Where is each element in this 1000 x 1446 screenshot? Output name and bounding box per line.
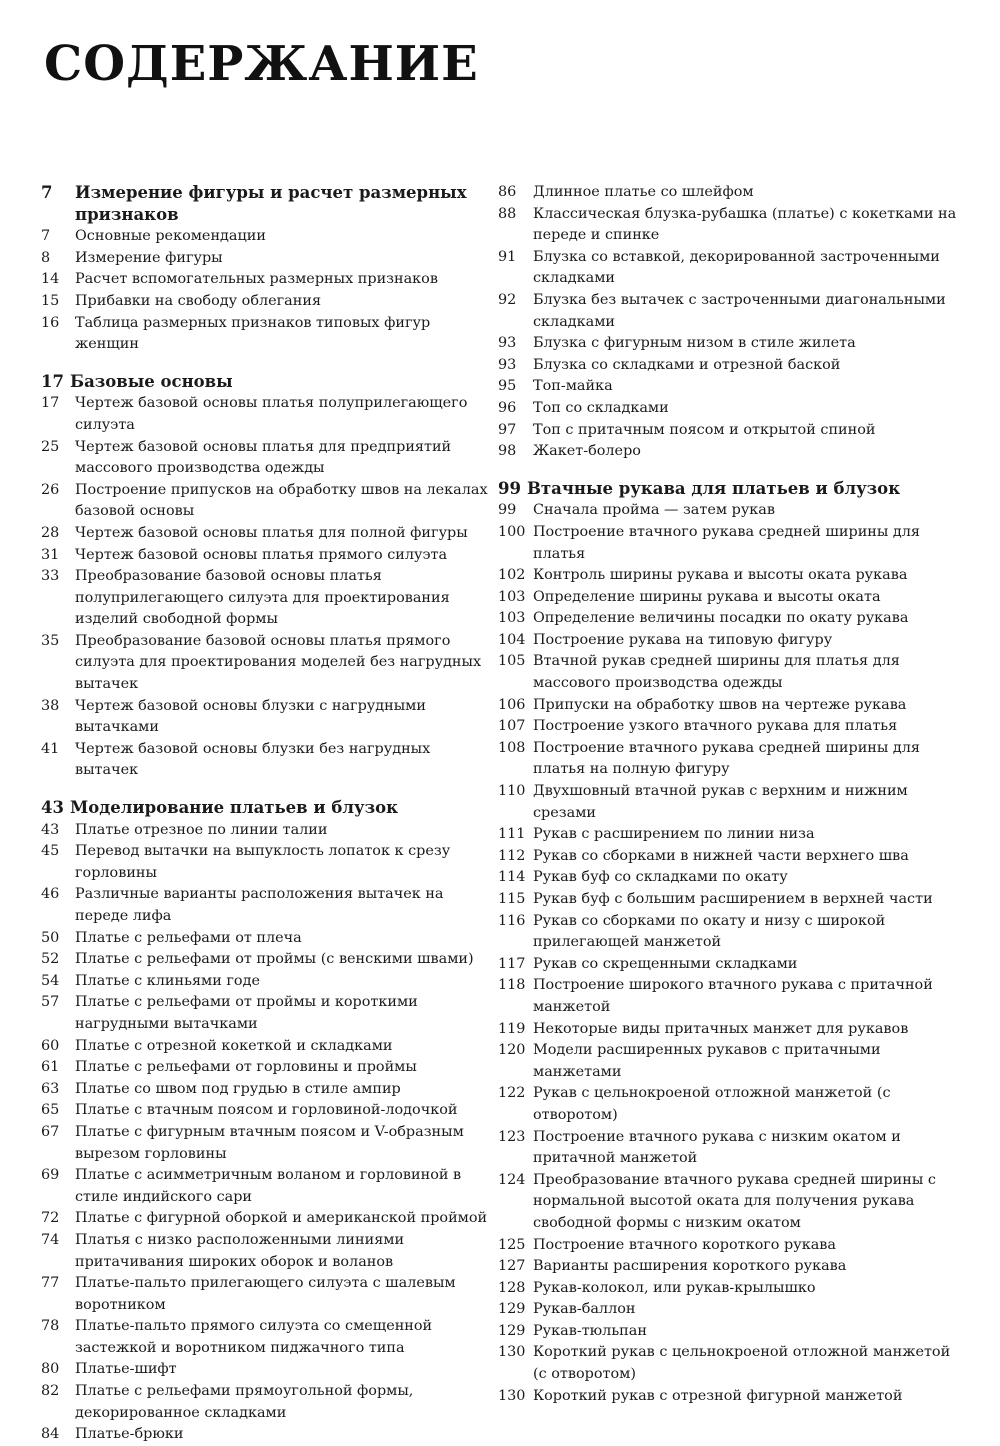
section-title: Измерение фигуры и расчет размерных признаков (75, 183, 467, 224)
entry-page-number: 117 (498, 955, 526, 972)
entry-page-number: 93 (498, 335, 517, 352)
entry-title: Рукав буф с большим расширением в верхней части (533, 891, 933, 907)
toc-entry[interactable] (498, 1386, 958, 1408)
entry-page-number: 112 (498, 847, 526, 864)
entry-page-number: 43 (41, 821, 60, 838)
entry-page-number: 50 (41, 929, 60, 946)
entry-page-number: 7 (41, 228, 51, 245)
entry-page-number: 60 (41, 1037, 60, 1054)
toc-entry[interactable] (41, 523, 491, 545)
toc-entry[interactable] (498, 1342, 958, 1385)
entry-page-number: 78 (41, 1318, 60, 1335)
entry-page-number: 111 (498, 826, 526, 843)
entry-title: Построение рукава на типовую фигуру (533, 631, 833, 648)
entry-page-number: 69 (41, 1167, 60, 1184)
entry-page-number: 38 (41, 697, 60, 714)
toc-entry[interactable] (498, 565, 958, 587)
section-heading[interactable] (498, 478, 958, 500)
entry-page-number: 130 (498, 1387, 526, 1404)
entry-page-number: 123 (498, 1128, 526, 1145)
entry-title: Платье-пальто прямого силуэта со смещенной застежкой и воротником пиджачного типа (75, 1318, 433, 1356)
entry-title: Чертеж базовой основы платья полуприлегающего силуэта (75, 395, 468, 433)
entry-page-number: 129 (498, 1322, 526, 1339)
entry-title: Чертеж базовой основы блузки без нагрудных вытачек (75, 740, 431, 779)
entry-page-number: 25 (41, 438, 60, 455)
entry-page-number: 102 (498, 567, 526, 584)
entry-title: Платье с рельефами прямоугольной формы, декорированное складками (75, 1383, 414, 1421)
entry-title: Построение втачного рукава средней ширины для платья (533, 523, 920, 562)
entry-title: Рукав со сборками по окату и низу с широкой прилегающей манжетой (533, 912, 886, 951)
entry-title: Расчет вспомогательных размерных признаков (75, 271, 438, 288)
entry-page-number: 8 (41, 249, 51, 266)
entry-page-number: 61 (41, 1059, 60, 1076)
entry-page-number: 122 (498, 1085, 526, 1102)
entry-title: Платье-брюки (75, 1426, 184, 1443)
section-title: Моделирование платьев и блузок (69, 798, 399, 818)
entry-page-number: 14 (41, 271, 60, 288)
entry-title: Построение втачного короткого рукава (533, 1236, 836, 1253)
toc-entry[interactable] (41, 226, 491, 248)
entry-page-number: 52 (41, 951, 60, 968)
entry-page-number: 63 (41, 1080, 60, 1097)
entry-page-number: 82 (41, 1383, 60, 1400)
toc-entry[interactable] (41, 1424, 491, 1446)
toc-entry[interactable] (498, 398, 958, 420)
section-title: Втачные рукава для платьев и блузок (526, 478, 901, 498)
entry-title: Преобразование втачного рукава средней ширины с нормальной высотой оката для получения рукава свободной формы с низким окатом (533, 1171, 936, 1231)
entry-page-number: 74 (41, 1231, 60, 1248)
entry-title: Топ-майка (533, 378, 613, 395)
toc-entry[interactable] (498, 608, 958, 630)
toc-entry[interactable] (41, 1100, 491, 1122)
toc-entry[interactable] (41, 248, 491, 270)
toc-entry[interactable] (498, 695, 958, 717)
entry-page-number: 54 (41, 972, 60, 989)
entry-title: Платья с низко расположенными линиями притачивания широких оборок и воланов (75, 1231, 405, 1270)
toc-section (498, 182, 958, 463)
entry-page-number: 98 (498, 443, 517, 460)
entry-page-number: 129 (498, 1301, 526, 1318)
entry-title: Перевод вытачки на выпуклость лопаток к срезу горловины (75, 843, 451, 881)
toc-entry[interactable] (41, 480, 491, 523)
toc-entry[interactable] (498, 247, 958, 290)
entry-title: Рукав-тюльпан (533, 1322, 647, 1339)
entry-page-number: 33 (41, 568, 60, 585)
section-page-number: 43 (41, 798, 64, 818)
entry-page-number: 127 (498, 1258, 526, 1275)
section-page-number: 99 (498, 478, 521, 498)
entry-title: Рукав с расширением по линии низа (533, 826, 815, 843)
toc-entry[interactable] (498, 522, 958, 565)
entry-title: Преобразование базовой основы платья прямого силуэта для проектирования моделей без нагрудных вытачек (75, 632, 482, 693)
entry-title: Построение узкого втачного рукава для платья (533, 718, 898, 735)
entry-title: Построение широкого втачного рукава с притачной манжетой (533, 977, 933, 1015)
entry-title: Короткий рукав с отрезной фигурной манжетой (533, 1387, 903, 1404)
entry-title: Платье-шифт (75, 1361, 177, 1378)
entry-page-number: 103 (498, 610, 526, 627)
toc-entry[interactable] (41, 269, 491, 291)
toc-section (498, 478, 958, 1408)
section-page-number: 17 (41, 371, 64, 391)
entry-title: Построение втачного рукава средней ширины для платья на полную фигуру (533, 739, 920, 778)
entry-title: Платье-пальто прилегающего силуэта с шалевым воротником (75, 1275, 456, 1313)
toc-left-column (41, 182, 491, 1446)
entry-page-number: 77 (41, 1275, 60, 1292)
section-title: Базовые основы (69, 371, 233, 391)
entry-page-number: 130 (498, 1344, 526, 1361)
entry-title: Блузка без вытачек с застроченными диагональными складками (533, 291, 946, 330)
entry-title: Рукав буф со складками по окату (533, 869, 788, 886)
toc-entry[interactable] (498, 781, 958, 824)
entry-title: Платье с фигурным втачным поясом и V-образным вырезом горловины (75, 1123, 464, 1162)
entry-page-number: 105 (498, 653, 526, 670)
entry-page-number: 88 (498, 205, 517, 222)
section-heading[interactable] (41, 797, 491, 819)
entry-title: Платье отрезное по линии талии (75, 821, 328, 838)
toc-entry[interactable] (498, 420, 958, 442)
entry-title: Двухшовный втачной рукав с верхним и нижним срезами (533, 783, 908, 821)
entry-page-number: 91 (498, 248, 517, 265)
entry-title: Основные рекомендации (75, 228, 266, 245)
entry-page-number: 93 (498, 356, 517, 373)
entry-title: Втачной рукав средней ширины для платья для массового производства одежды (533, 653, 900, 692)
entry-title: Блузка со складками и отрезной баской (533, 356, 841, 373)
entry-page-number: 15 (41, 292, 60, 309)
entry-title: Платье с асимметричным воланом и горловиной в стиле индийского сари (75, 1167, 462, 1205)
entry-page-number: 107 (498, 718, 526, 735)
entry-title: Платье с рельефами от проймы (с венскими швами) (75, 951, 474, 968)
entry-title: Блузка с фигурным низом в стиле жилета (533, 335, 856, 352)
entry-title: Преобразование базовой основы платья полуприлегающего силуэта для проектирования изделий свободной формы (75, 568, 450, 628)
entry-page-number: 84 (41, 1426, 60, 1443)
toc-entry[interactable] (41, 1079, 491, 1101)
toc-entry[interactable] (498, 651, 958, 694)
entry-page-number: 106 (498, 696, 526, 713)
entry-title: Различные варианты расположения вытачек на переде лифа (75, 886, 444, 924)
toc-section (41, 371, 491, 782)
toc-entry[interactable] (498, 911, 958, 954)
section-heading[interactable] (41, 182, 491, 225)
toc-entry[interactable] (498, 1299, 958, 1321)
entry-title: Топ с притачным поясом и открытой спиной (533, 421, 876, 438)
entry-page-number: 35 (41, 632, 60, 649)
entry-title: Платье с клиньями годе (75, 972, 260, 989)
entry-page-number: 120 (498, 1042, 526, 1059)
toc-entry[interactable] (498, 1019, 958, 1041)
entry-page-number: 26 (41, 481, 60, 498)
entry-title: Платье с рельефами от горловины и проймы (75, 1059, 417, 1076)
entry-title: Построение припусков на обработку швов на лекалах базовой основы (75, 481, 488, 520)
toc-entry[interactable] (498, 716, 958, 738)
toc-entry[interactable] (41, 393, 491, 436)
toc-entry[interactable] (41, 841, 491, 884)
entry-title: Модели расширенных рукавов с притачными манжетами (533, 1042, 881, 1080)
entry-page-number: 86 (498, 184, 517, 200)
toc-entry[interactable] (498, 587, 958, 609)
entry-title: Длинное платье со шлейфом (533, 184, 754, 200)
toc-entry[interactable] (41, 949, 491, 971)
entry-title: Платье с рельефами от проймы и короткими нагрудными вытачками (75, 994, 418, 1032)
toc-entry[interactable] (498, 1278, 958, 1300)
toc-entry[interactable] (41, 545, 491, 567)
toc-section (41, 182, 491, 356)
entry-page-number: 16 (41, 314, 60, 331)
entry-page-number: 28 (41, 524, 60, 541)
entry-title: Варианты расширения короткого рукава (533, 1258, 847, 1275)
toc-entry[interactable] (498, 355, 958, 377)
toc-entry[interactable] (41, 1273, 491, 1316)
toc-entry[interactable] (41, 1165, 491, 1208)
entry-title: Платье со швом под грудью в стиле ампир (75, 1080, 401, 1097)
toc-entry[interactable] (41, 739, 491, 782)
toc-entry[interactable] (41, 1316, 491, 1359)
entry-page-number: 114 (498, 869, 526, 886)
toc-entry[interactable] (498, 441, 958, 463)
toc-entry[interactable] (498, 204, 958, 247)
entry-page-number: 104 (498, 631, 526, 648)
entry-title: Рукав-колокол, или рукав-крылышко (533, 1279, 816, 1296)
entry-page-number: 115 (498, 891, 526, 907)
entry-title: Сначала пройма — затем рукав (533, 502, 775, 519)
entry-title: Платье с фигурной оборкой и американской проймой (75, 1210, 488, 1227)
toc-entry[interactable] (498, 824, 958, 846)
toc-entry[interactable] (498, 630, 958, 652)
entry-title: Определение ширины рукава и высоты оката (533, 588, 881, 605)
toc-entry[interactable] (498, 846, 958, 868)
toc-entry[interactable] (498, 1256, 958, 1278)
entry-title: Чертеж базовой основы платья для предприятий массового производства одежды (75, 438, 452, 477)
entry-page-number: 100 (498, 523, 526, 540)
entry-page-number: 99 (498, 502, 517, 519)
entry-page-number: 96 (498, 399, 517, 416)
entry-page-number: 110 (498, 783, 526, 800)
entry-title: Чертеж базовой основы платья прямого силуэта (75, 546, 448, 563)
toc-entry[interactable] (498, 182, 958, 204)
entry-page-number: 67 (41, 1123, 60, 1140)
entry-page-number: 17 (41, 395, 60, 412)
entry-title: Чертеж базовой основы платья для полной фигуры (75, 524, 468, 541)
entry-title: Короткий рукав с цельнокроеной отложной манжетой (с отворотом) (533, 1344, 951, 1383)
entry-page-number: 128 (498, 1279, 526, 1296)
entry-title: Рукав-баллон (533, 1301, 636, 1318)
entry-page-number: 31 (41, 546, 60, 563)
entry-title: Измерение фигуры (75, 249, 223, 266)
entry-title: Рукав со скрещенными складками (533, 955, 798, 972)
toc-section (41, 797, 491, 1446)
page-title: СОДЕРЖАНИЕ (44, 36, 479, 92)
toc-entry[interactable] (498, 1235, 958, 1257)
entry-title: Чертеж базовой основы блузки с нагрудными вытачками (75, 697, 426, 736)
entry-title: Платье с втачным поясом и горловиной-лодочкой (75, 1102, 458, 1119)
entry-title: Рукав со сборками в нижней части верхнего шва (533, 847, 909, 864)
entry-page-number: 124 (498, 1171, 526, 1188)
toc-entry[interactable] (41, 992, 491, 1035)
toc-entry[interactable] (498, 975, 958, 1018)
section-heading[interactable] (41, 371, 491, 393)
entry-page-number: 108 (498, 739, 526, 756)
toc-entry[interactable] (41, 884, 491, 927)
entry-page-number: 80 (41, 1361, 60, 1378)
toc-entry[interactable] (498, 738, 958, 781)
toc-entry[interactable] (498, 954, 958, 976)
toc-entry[interactable] (498, 333, 958, 355)
entry-page-number: 103 (498, 588, 526, 605)
entry-title: Классическая блузка-рубашка (платье) с кокетками на переде и спинке (533, 205, 957, 244)
toc-entry[interactable] (41, 566, 491, 631)
entry-title: Рукав с цельнокроеной отложной манжетой (с отворотом) (533, 1085, 891, 1123)
entry-page-number: 92 (498, 291, 517, 308)
entry-page-number: 116 (498, 912, 526, 929)
toc-entry[interactable] (498, 500, 958, 522)
entry-page-number: 65 (41, 1102, 60, 1119)
entry-title: Построение втачного рукава с низким окатом и притачной манжетой (533, 1128, 901, 1167)
entry-page-number: 125 (498, 1236, 526, 1253)
entry-title: Топ со складками (533, 399, 669, 416)
entry-page-number: 72 (41, 1210, 60, 1227)
toc-entry[interactable] (41, 291, 491, 313)
toc-entry[interactable] (41, 1208, 491, 1230)
entry-title: Платье с рельефами от плеча (75, 929, 302, 946)
toc-entry[interactable] (41, 1057, 491, 1079)
entry-page-number: 119 (498, 1020, 526, 1037)
toc-entry[interactable] (41, 313, 491, 356)
entry-title: Определение величины посадки по окату рукава (533, 610, 909, 627)
entry-title: Блузка со вставкой, декорированной застроченными складками (533, 248, 940, 287)
entry-page-number: 118 (498, 977, 526, 994)
entry-title: Прибавки на свободу облегания (75, 292, 322, 309)
entry-title: Таблица размерных признаков типовых фигур женщин (75, 314, 431, 353)
toc-entry[interactable] (498, 376, 958, 398)
section-page-number: 7 (41, 183, 53, 202)
toc-entry[interactable] (498, 1040, 958, 1083)
toc-entry[interactable] (498, 889, 958, 911)
entry-page-number: 46 (41, 886, 60, 903)
entry-page-number: 41 (41, 740, 60, 757)
toc-entry[interactable] (498, 1170, 958, 1235)
toc-entry[interactable] (41, 971, 491, 993)
entry-title: Платье с отрезной кокеткой и складками (75, 1037, 393, 1054)
toc-entry[interactable] (41, 437, 491, 480)
toc-entry[interactable] (41, 928, 491, 950)
entry-page-number: 45 (41, 843, 60, 860)
toc-entry[interactable] (498, 1127, 958, 1170)
entry-page-number: 95 (498, 378, 517, 395)
toc-entry[interactable] (41, 820, 491, 842)
toc-entry[interactable] (498, 867, 958, 889)
toc-entry[interactable] (498, 1321, 958, 1343)
entry-title: Жакет-болеро (533, 443, 641, 460)
entry-page-number: 97 (498, 421, 517, 438)
toc-entry[interactable] (41, 1122, 491, 1165)
toc-entry[interactable] (41, 1359, 491, 1381)
toc-entry[interactable] (498, 1083, 958, 1126)
toc-entry[interactable] (41, 696, 491, 739)
toc-entry[interactable] (41, 1036, 491, 1058)
toc-entry[interactable] (41, 1230, 491, 1273)
entry-page-number: 57 (41, 994, 60, 1011)
entry-title: Контроль ширины рукава и высоты оката рукава (533, 567, 908, 584)
toc-entry[interactable] (41, 631, 491, 696)
entry-title: Некоторые виды притачных манжет для рукавов (533, 1020, 909, 1037)
toc-entry[interactable] (498, 290, 958, 333)
toc-right-column (498, 182, 958, 1407)
entry-title: Припуски на обработку швов на чертеже рукава (533, 696, 907, 713)
